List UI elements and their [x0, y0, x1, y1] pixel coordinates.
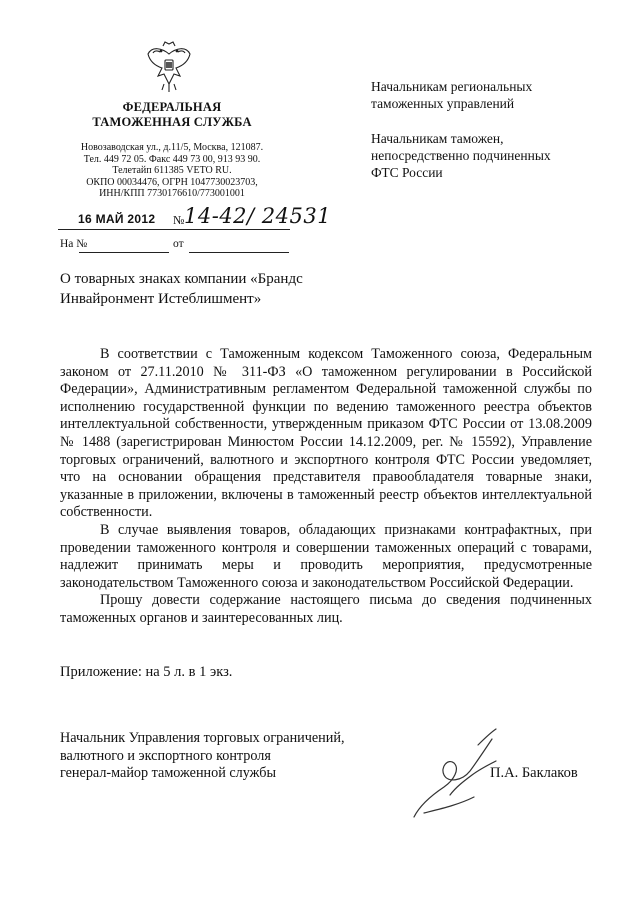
addressee-block-1	[371, 78, 611, 112]
body-paragraph-1: В соответствии с Таможенным кодексом Таможенного союза, Федеральным законом от 27.11.2010 № 311-ФЗ «О таможенном регулировании в Российской Федерации», Административным регламентом Федеральной таможенной службы по исполнению государственной функции по ведению таможенного реестра объектов интеллектуальной собственности, утвержденным приказом ФТС России от 13.08.2009 № 1488 (зарегистрирован Минюстом России 14.12.2009, рег. № 15592), Управление торговых ограничений, валютного и экспортного контроля ФТС России уведомляет, что на основании обращения представителя правообладателя товарные знаки, указанные в приложении, включены в таможенный реестр объектов интеллектуальной собственности.	[60, 346, 592, 521]
reference-date-line	[189, 252, 289, 253]
reference-from-label: от	[173, 238, 184, 250]
signatory-title	[60, 730, 380, 783]
addressee-line: таможенных управлений	[371, 96, 515, 111]
addressee-line: Начальникам таможен,	[371, 131, 504, 146]
address-line: ОКПО 00034476, ОГРН 1047730023703,	[86, 176, 258, 188]
signatory-title-line: Начальник Управления торговых ограничений,	[60, 730, 345, 746]
letter-date: 16 МАЙ 2012	[78, 212, 156, 226]
date-underline	[58, 229, 186, 230]
addressee-line: непосредственно подчиненных	[371, 148, 551, 163]
signatory-title-line: генерал-майор таможенной службы	[60, 765, 277, 781]
letter-body	[60, 346, 592, 628]
address-line: Телетайп 611385 VETO RU.	[112, 165, 232, 177]
letter-number-handwritten: 14-42/ 24531	[184, 204, 332, 228]
number-underline	[186, 229, 290, 230]
letter-subject: О товарных знаках компании «Брандс Инвайронмент Истеблишмент»	[60, 271, 303, 307]
org-line-2: ТАМОЖЕННАЯ СЛУЖБА	[92, 115, 252, 129]
addressee-block-2	[371, 130, 611, 181]
attachment-note: Приложение: на 5 л. в 1 экз.	[60, 664, 233, 680]
signatory-title-line: валютного и экспортного контроля	[60, 747, 271, 764]
addressee-line: ФТС России	[371, 165, 443, 180]
body-paragraph-2: В случае выявления товаров, обладающих признаками контрафактных, при проведении таможенного контроля и совершении таможенных операций с товарами, надлежит принимать меры и проводить мероприятия, предусмотренные законодательством Таможенного союза и законодательством Российской Федерации.	[60, 521, 592, 591]
organization-address	[62, 142, 282, 200]
address-line: Новозаводская ул., д.11/5, Москва, 121087.	[80, 142, 264, 153]
reference-label: На №	[60, 238, 88, 250]
signer-name: П.А. Баклаков	[490, 765, 578, 781]
organization-name	[62, 100, 282, 130]
org-line-1: ФЕДЕРАЛЬНАЯ	[122, 100, 222, 114]
reference-number-line	[79, 252, 169, 253]
body-paragraph-3: Прошу довести содержание настоящего письма до сведения подчиненных таможенных органов и заинтересованных лиц.	[60, 592, 592, 626]
address-line: ИНН/КПП 7730176610/773001001	[99, 188, 245, 200]
letter-number-label: №	[173, 213, 185, 227]
address-line: Тел. 449 72 05. Факс 449 73 00, 913 93 90.	[83, 153, 261, 165]
coat-of-arms-icon	[146, 40, 192, 94]
addressee-line: Начальникам региональных	[371, 79, 533, 94]
